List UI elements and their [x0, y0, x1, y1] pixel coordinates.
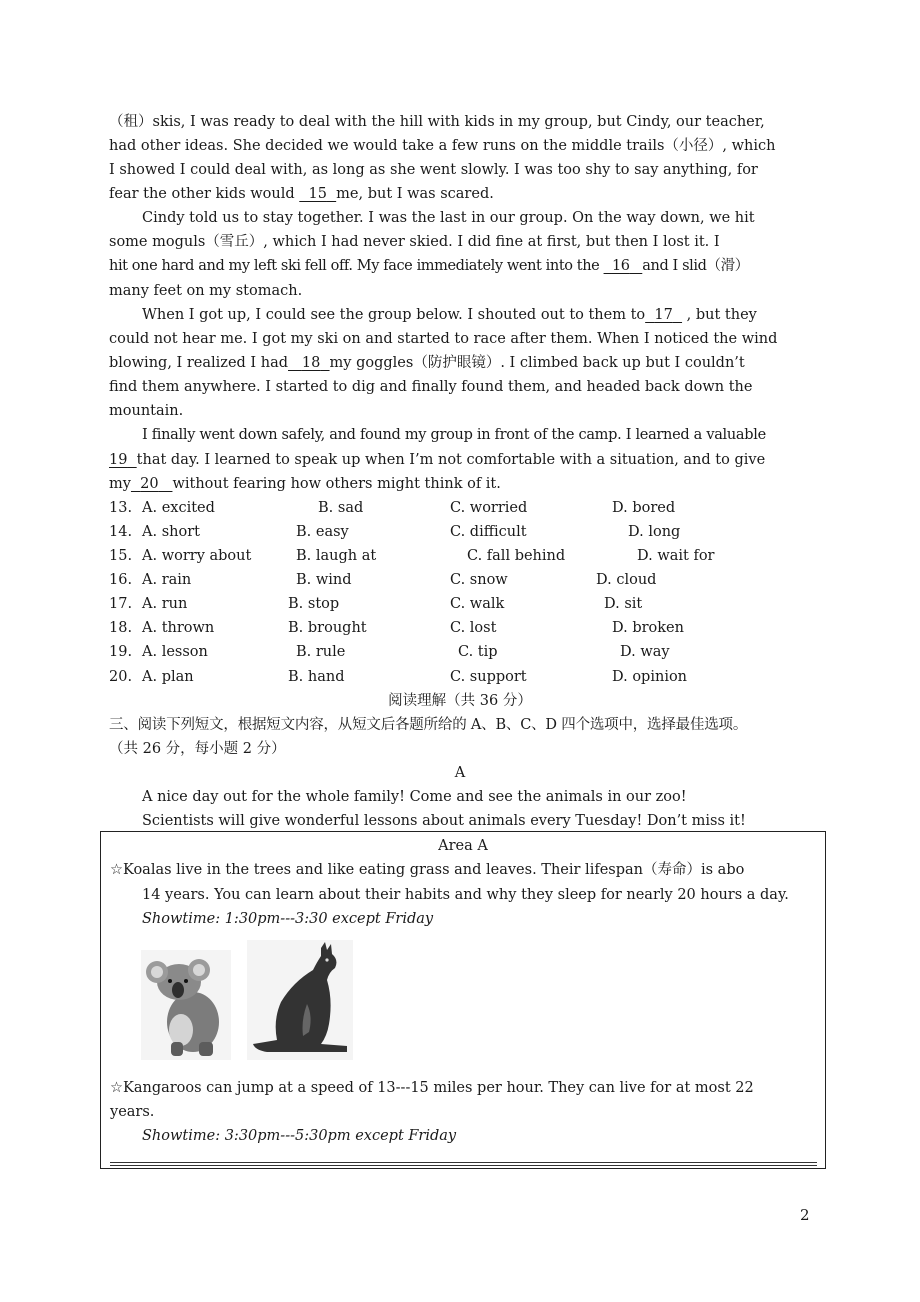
option-a: A. plan: [142, 669, 194, 685]
option-d: D. opinion: [612, 669, 688, 685]
passage-line: I showed I could deal with, as long as she went slowly. I was too shy to say anything, for: [109, 162, 758, 178]
blank-20: 20: [140, 476, 159, 492]
kangaroo-showtime: Showtime: 3:30pm---5:30pm except Friday: [142, 1128, 457, 1144]
option-b: B. laugh at: [296, 548, 377, 564]
kangaroo-image: [247, 940, 353, 1060]
koala-image: [141, 950, 231, 1060]
passage-line: （租）skis, I was ready to deal with the hill with kids in my group, but Cindy, our teacher,: [109, 114, 765, 130]
blank-16: 16: [611, 258, 630, 274]
option-c: C. walk: [450, 596, 505, 612]
intro-line: A nice day out for the whole family! Come and see the animals in our zoo!: [142, 789, 687, 805]
option-c: C. snow: [450, 572, 508, 588]
passage-line: mountain.: [109, 403, 184, 419]
option-b: B. rule: [296, 644, 346, 660]
koala-text: ☆Koalas live in the trees and like eating grass and leaves. Their lifespan（寿命）is abo: [110, 862, 745, 878]
question-number: 16.: [109, 572, 133, 588]
option-d: D. wait for: [637, 548, 715, 564]
blank-17: 17: [654, 307, 673, 323]
page-number: 2: [800, 1206, 810, 1224]
passage-line: some moguls（雪丘）, which I had never skied. I did fine at first, but then I lost it. I: [109, 234, 720, 250]
option-a: A. run: [142, 596, 188, 612]
option-d: D. bored: [612, 500, 676, 516]
reading-instruction-points: （共 26 分，每小题 2 分）: [109, 741, 286, 757]
passage-line: Cindy told us to stay together. I was the last in our group. On the way down, we hit: [142, 210, 755, 226]
passage-line: 19 that day. I learned to speak up when I’m not comfortable with a situation, and to give: [109, 452, 766, 468]
divider-line: [110, 1162, 817, 1163]
option-d: D. sit: [604, 596, 643, 612]
passage-line: fear the other kids would 15 me, but I was scared.: [109, 186, 494, 202]
passage-line: blowing, I realized I had 18 my goggles（防护眼镜）. I climbed back up but I couldn’t: [109, 355, 745, 371]
option-b: B. sad: [318, 500, 364, 516]
question-number: 15.: [109, 548, 133, 564]
section-letter: A: [454, 765, 466, 781]
kangaroo-text: ☆Kangaroos can jump at a speed of 13---15 miles per hour. They can live for at most 22: [110, 1080, 754, 1096]
option-c: C. lost: [450, 620, 497, 636]
option-a: A. excited: [142, 500, 215, 516]
koala-showtime: Showtime: 1:30pm---3:30 except Friday: [142, 911, 434, 927]
blank-18: 18: [301, 355, 321, 371]
option-b: B. easy: [296, 524, 349, 540]
option-b: B. wind: [296, 572, 352, 588]
reading-instruction: 三、阅读下列短文，根据短文内容，从短文后各题所给的 A、B、C、D 四个选项中，选择最佳选项。: [109, 717, 748, 733]
option-a: A. thrown: [142, 620, 215, 636]
passage-line: I finally went down safely, and found my group in front of the camp. I learned a valuable: [142, 427, 766, 443]
question-number: 13.: [109, 500, 133, 516]
option-d: D. cloud: [596, 572, 657, 588]
question-number: 20.: [109, 669, 133, 685]
passage-line: hit one hard and my left ski fell off. My face immediately went into the 16 and I slid（滑）: [109, 258, 749, 274]
reading-heading: 阅读理解（共 36 分）: [388, 693, 532, 709]
koala-text: 14 years. You can learn about their habits and why they sleep for nearly 20 hours a day.: [142, 887, 789, 903]
question-number: 19.: [109, 644, 133, 660]
passage-line: many feet on my stomach.: [109, 283, 303, 299]
divider-line: [110, 1165, 817, 1166]
option-a: A. rain: [142, 572, 192, 588]
option-c: C. tip: [458, 644, 498, 660]
option-d: D. way: [620, 644, 670, 660]
intro-line: Scientists will give wonderful lessons about animals every Tuesday! Don’t miss it!: [142, 813, 746, 829]
option-c: C. fall behind: [467, 548, 566, 564]
passage-line: When I got up, I could see the group below. I shouted out to them to 17 , but they: [142, 307, 757, 323]
question-number: 14.: [109, 524, 133, 540]
option-a: A. short: [142, 524, 200, 540]
passage-line: my 20 without fearing how others might think of it.: [109, 476, 501, 492]
option-a: A. lesson: [142, 644, 208, 660]
option-b: B. hand: [288, 669, 345, 685]
kangaroo-text: years.: [110, 1104, 155, 1120]
area-box: [100, 831, 826, 1169]
passage-line: find them anywhere. I started to dig and finally found them, and headed back down the: [109, 379, 753, 395]
passage-line: had other ideas. She decided we would take a few runs on the middle trails（小径）, which: [109, 138, 776, 154]
option-a: A. worry about: [142, 548, 252, 564]
passage-line: could not hear me. I got my ski on and started to race after them. When I noticed the wind: [109, 331, 778, 347]
question-number: 18.: [109, 620, 133, 636]
blank-15: 15: [308, 186, 327, 202]
blank-19: 19: [109, 452, 128, 468]
option-c: C. support: [450, 669, 527, 685]
area-title: Area A: [438, 838, 488, 854]
option-c: C. difficult: [450, 524, 527, 540]
option-d: D. broken: [612, 620, 684, 636]
option-c: C. worried: [450, 500, 528, 516]
question-number: 17.: [109, 596, 133, 612]
option-b: B. brought: [288, 620, 367, 636]
option-b: B. stop: [288, 596, 340, 612]
option-d: D. long: [628, 524, 681, 540]
